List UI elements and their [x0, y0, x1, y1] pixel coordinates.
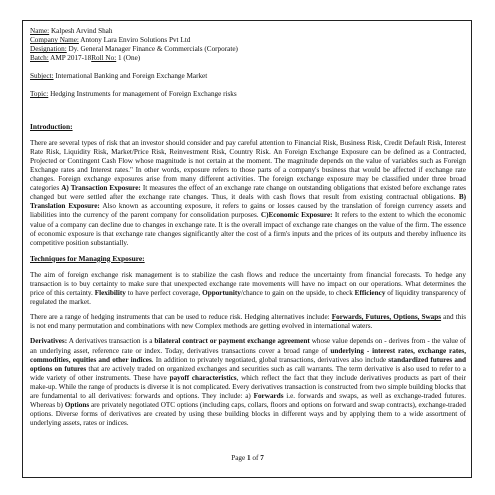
introduction-paragraph: There are several types of risk that an investor should consider and pay careful attention to Financial Risk, Business Risk, Credit Default Risk, Interest Rate Risk, Liquidity Risk, Market/Price Risk, Reinvestment Risk, Country Risk. An Foreign Exchange Exposure can be defined as a Contracted, Projected or Contingent Cash Flow whose magnitude is not certain at the moment. The magnitude depends on the value of variables such as Foreign Exchange rates and Interest rates." In other words, exposure refers to those parts of a company's business that would be affected if exchange rate changes. Foreign exchange exposures arise from many different activities. The foreign exchange exposure may be classified under three broad categories A) Transaction Exposure: It measures the effect of an exchange rate change on outstanding obligations that existed before exchange rates changed but were settled after the exchange rate changes. Thus, it deals with cash flows that result from existing contractual obligations. B) Translation Exposure: Also known as accounting exposure, it refers to gains or losses caused by the translation of foreign currency assets and liabilities into the currency of the parent company for consolidation purposes. C)Economic Exposure: It refers to the extent to which the economic value of a company can decline due to changes in exchange rate. It is the overall impact of exchange rate changes on the value of the firm. The essence of economic exposure is that exchange rate changes significantly alter the cost of a firm's inputs and the prices of its outputs and thereby influence its competitive position substantially.: [30, 138, 466, 247]
name-line: [30, 27, 466, 36]
subject-line: [30, 72, 466, 81]
company-line: [30, 36, 466, 45]
designation-value: Dy. General Manager Finance & Commercials (Corporate): [66, 45, 238, 54]
topic-value: Hedging Instruments for management of Foreign Exchange risks: [48, 90, 237, 99]
roll-label: Roll No:: [91, 54, 117, 63]
techniques-heading: Techniques for Managing Exposure:: [30, 253, 145, 263]
hedging-alternatives-paragraph: There are a range of hedging instruments that can be used to reduce risk. Hedging alternatives include: Forwards, Futures, Options, Swaps and this is not end many permutation and combinations with new Complex methods are getting evolved in international waters.: [30, 313, 466, 331]
page-total: 7: [260, 454, 264, 462]
batch-value: AMP 2017-18: [48, 54, 92, 63]
company-label: Company Name:: [30, 36, 79, 45]
name-label: Name:: [30, 27, 50, 35]
batch-label: Batch:: [30, 54, 49, 63]
roll-value: 1 (One): [116, 54, 141, 63]
batch-roll-line: [30, 54, 466, 63]
subject-value: International Banking and Foreign Exchange Market: [53, 72, 208, 81]
subject-label: Subject:: [30, 72, 54, 81]
name-value: Kalpesh Arvind Shah: [49, 27, 113, 35]
topic-label: Topic:: [30, 90, 49, 99]
techniques-paragraph: The aim of foreign exchange risk management is to stabilize the cash flows and reduce the uncertainty from financial forecasts. To hedge any transaction is to buy certainty to make sure that unexpected exchange rate movements will have no impact on our operations. What determines the price of this certainty. Flexibility to have perfect coverage, Opportunity/chance to gain on the upside, to check Efficiency of liquidity transparency of regulated the market.: [30, 270, 466, 307]
company-value: Antony Lara Enviro Solutions Pvt Ltd: [78, 36, 191, 45]
header-block: [30, 27, 466, 100]
document-body: [30, 27, 466, 434]
page-number: 1: [247, 454, 251, 462]
designation-label: Designation:: [30, 45, 67, 54]
derivatives-paragraph: Derivatives: A derivatives transaction is a bilateral contract or payment exchange agreement whose value depends on - derives from - the value of an underlying asset, reference rate or index. Today, derivatives transactions cover a broad range of underlying - interest rates, exchange rates, commodities, equities and other indices. In addition to privately negotiated, global transactions, derivatives also include standardized futures and options on futures that are actively traded on organized exchanges and securities such as call warrants. The term derivative is also used to refer to a wide variety of other instruments. These have payoff characteristics, which reflect the fact that they include derivatives products as part of their make-up. While the range of products is diverse it is not complicated. Every derivatives transaction is constructed from two simple building blocks that are fundamental to all derivatives: forwards and options. They include: a) Forwards i.e. forwards and swaps, as well as exchange-traded futures. Whereas b) Options are privately negotiated OTC options (including caps, collars, floors and options on forward and swap contracts), exchange-traded options. Diverse forms of derivatives are created by using these building blocks in different ways and by applying them to a wide assortment of underlying assets, rates or indices.: [30, 337, 466, 428]
page-footer: Page 1 of 7: [231, 454, 264, 462]
topic-line: [30, 90, 466, 99]
designation-line: [30, 45, 466, 54]
introduction-heading: Introduction:: [30, 121, 73, 131]
